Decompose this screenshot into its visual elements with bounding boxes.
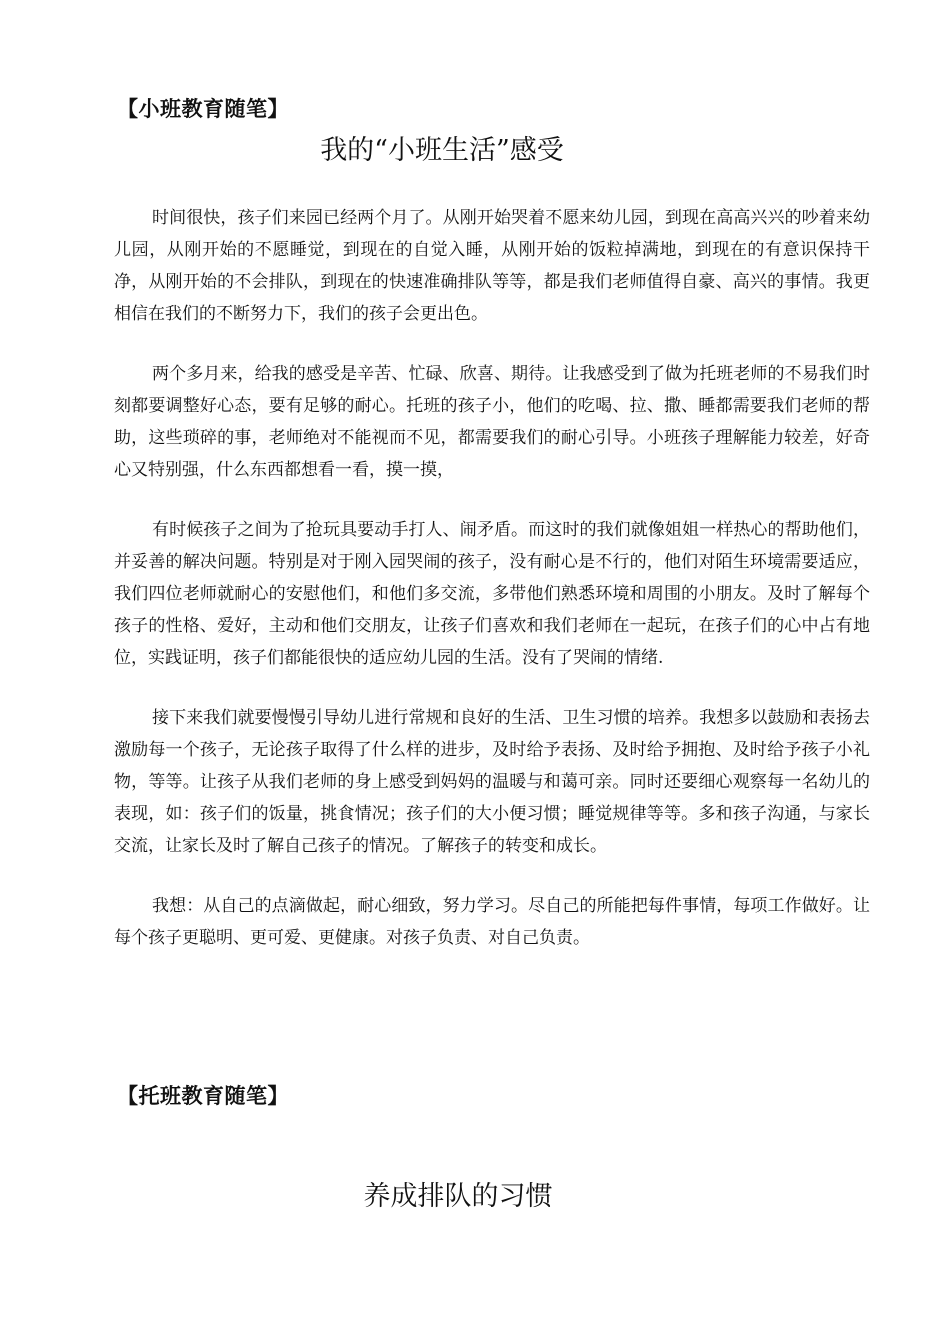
essay-body bbox=[114, 202, 870, 982]
paragraph: 接下来我们就要慢慢引导幼儿进行常规和良好的生活、卫生习惯的培养。我想多以鼓励和表扬去激励每一个孩子，无论孩子取得了什么样的进步，及时给予表扬、及时给予拥抱、及时给予孩子小礼物，等等。让孩子从我们老师的身上感受到妈妈的温暖与和蔼可亲。同时还要细心观察每一名幼儿的表现，如：孩子们的饭量，挑食情况；孩子们的大小便习惯；睡觉规律等等。多和孩子沟通，与家长交流，让家长及时了解自己孩子的情况。了解孩子的转变和成长。 bbox=[114, 708, 870, 856]
section-tag-small-class: 【小班教育随笔】 bbox=[117, 97, 289, 121]
paragraph: 我想：从自己的点滴做起，耐心细致，努力学习。尽自己的所能把每件事情，每项工作做好。让每个孩子更聪明、更可爱、更健康。对孩子负责、对自己负责。 bbox=[114, 896, 870, 948]
paragraph: 有时候孩子之间为了抢玩具要动手打人、闹矛盾。而这时的我们就像姐姐一样热心的帮助他们，并妥善的解决问题。特别是对于刚入园哭闹的孩子，没有耐心是不行的，他们对陌生环境需要适应，我们四位老师就耐心的安慰他们，和他们多交流，多带他们熟悉环境和周围的小朋友。及时了解每个孩子的性格、爱好，主动和他们交朋友，让孩子们喜欢和我们老师在一起玩，在孩子们的心中占有地位，实践证明，孩子们都能很快的适应幼儿园的生活。没有了哭闹的情绪. bbox=[114, 520, 870, 668]
paragraph: 两个多月来，给我的感受是辛苦、忙碌、欣喜、期待。让我感受到了做为托班老师的不易我们时刻都要调整好心态，要有足够的耐心。托班的孩子小，他们的吃喝、拉、撒、睡都需要我们老师的帮助，这些琐碎的事，老师绝对不能视而不见，都需要我们的耐心引导。小班孩子理解能力较差，好奇心又特别强，什么东西都想看一看，摸一摸， bbox=[114, 364, 870, 480]
paragraph: 时间很快，孩子们来园已经两个月了。从刚开始哭着不愿来幼儿园，到现在高高兴兴的吵着来幼儿园，从刚开始的不愿睡觉，到现在的自觉入睡，从刚开始的饭粒掉满地，到现在的有意识保持干净，从刚开始的不会排队，到现在的快速准确排队等等，都是我们老师值得自豪、高兴的事情。我更相信在我们的不断努力下，我们的孩子会更出色。 bbox=[114, 208, 870, 324]
essay-title-queue-habit: 养成排队的习惯 bbox=[363, 1181, 553, 1212]
essay-title-small-class-life: 我的“小班生活”感受 bbox=[320, 135, 564, 166]
section-tag-nursery-class: 【托班教育随笔】 bbox=[117, 1084, 289, 1108]
